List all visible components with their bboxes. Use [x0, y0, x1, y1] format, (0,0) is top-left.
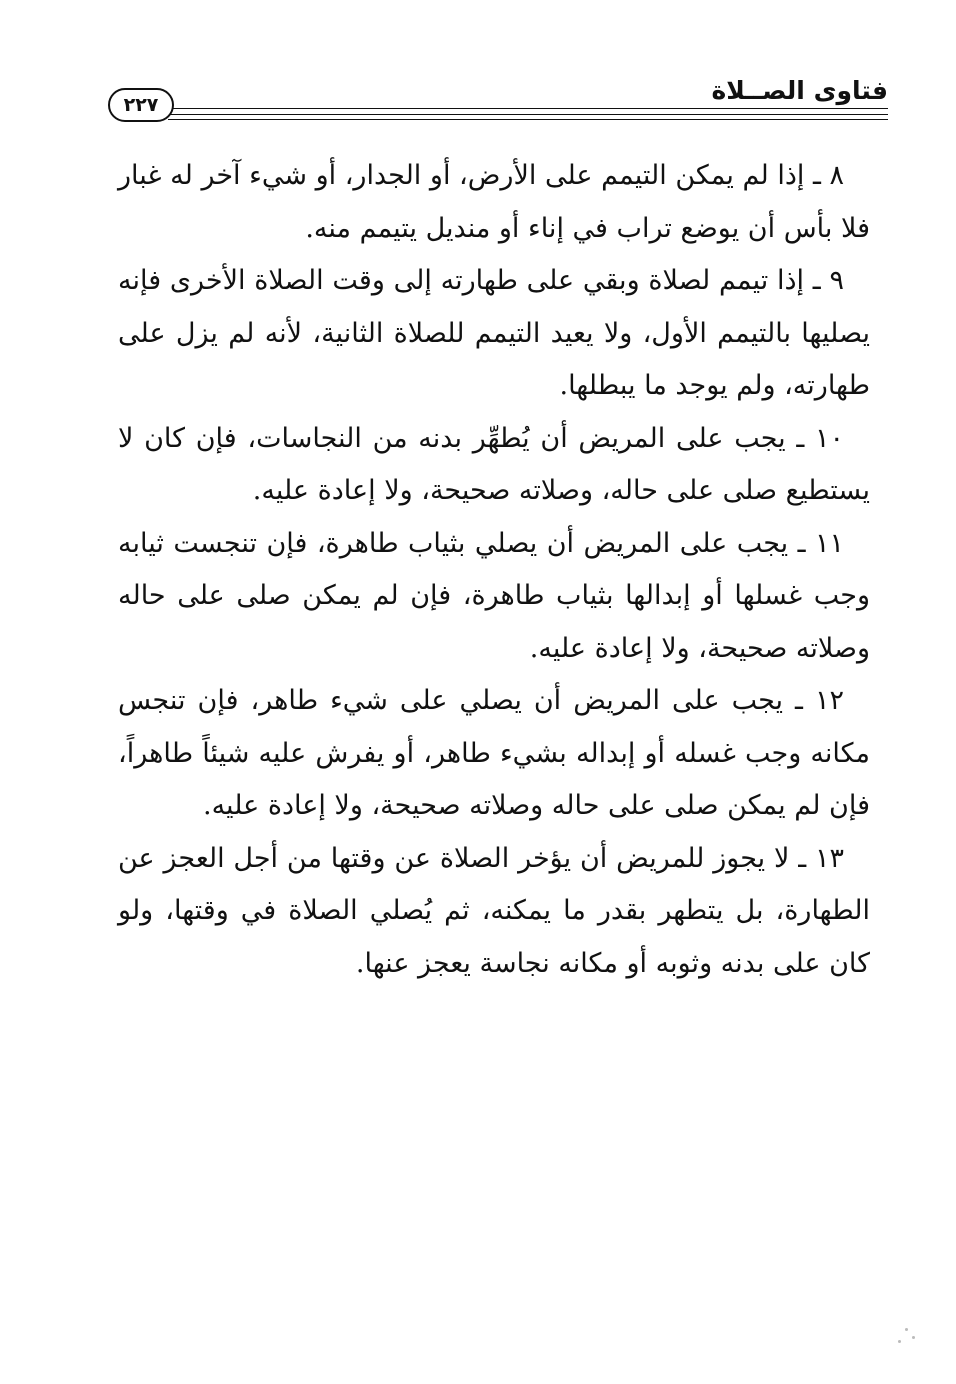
fatwa-item-8: ٨ ـ إذا لم يمكن التيمم على الأرض، أو الجدار، أو شيء آخر له غبار فلا بأس أن يوضع تراب في إناء أو منديل يتيمم منه. — [118, 160, 870, 244]
fatwa-item-13: ١٣ ـ لا يجوز للمريض أن يؤخر الصلاة عن وقتها من أجل العجز عن الطهارة، بل يتطهر بقدر ما يمكنه، ثم يُصلي الصلاة في وقتها، ولو كان على بدنه وثوبه أو مكانه نجاسة يعجز عنها. — [118, 842, 870, 979]
fatwa-item-11: ١١ ـ يجب على المريض أن يصلي بثياب طاهرة، فإن تنجست ثيابه وجب غسلها أو إبدالها بثياب طاهرة، فإن لم يمكن صلى على حاله وصلاته صحيحة، ولا إعادة عليه. — [118, 527, 870, 664]
fatwa-item-10: ١٠ ـ يجب على المريض أن يُطهِّر بدنه من النجاسات، فإن كان لا يستطيع صلى على حاله، وصلاته صحيحة، ولا إعادة عليه. — [118, 422, 870, 506]
page-number-badge: ٢٢٧ — [108, 88, 174, 122]
scan-speck — [905, 1328, 908, 1331]
header-rule — [168, 114, 888, 115]
body-text — [118, 150, 870, 990]
scan-speck — [898, 1340, 901, 1343]
scan-speck — [912, 1336, 915, 1339]
page-header — [108, 70, 888, 130]
fatwa-item-9: ٩ ـ إذا تيمم لصلاة وبقي على طهارته إلى وقت الصلاة الأخرى فإنه يصليها بالتيمم الأول، ولا يعيد التيمم للصلاة الثانية، لأنه لم يزل على طهارته، ولم يوجد ما يبطلها. — [118, 265, 870, 401]
header-rule — [168, 119, 888, 120]
fatwa-item-12: ١٢ ـ يجب على المريض أن يصلي على شيء طاهر، فإن تنجس مكانه وجب غسله أو إبداله بشيء طاهر، أو يفرش عليه شيئاً طاهراً، فإن لم يمكن صلى على حاله وصلاته صحيحة، ولا إعادة عليه. — [118, 685, 870, 821]
header-rule — [168, 108, 888, 109]
running-title: فتاوى الصــلاة — [711, 76, 888, 105]
